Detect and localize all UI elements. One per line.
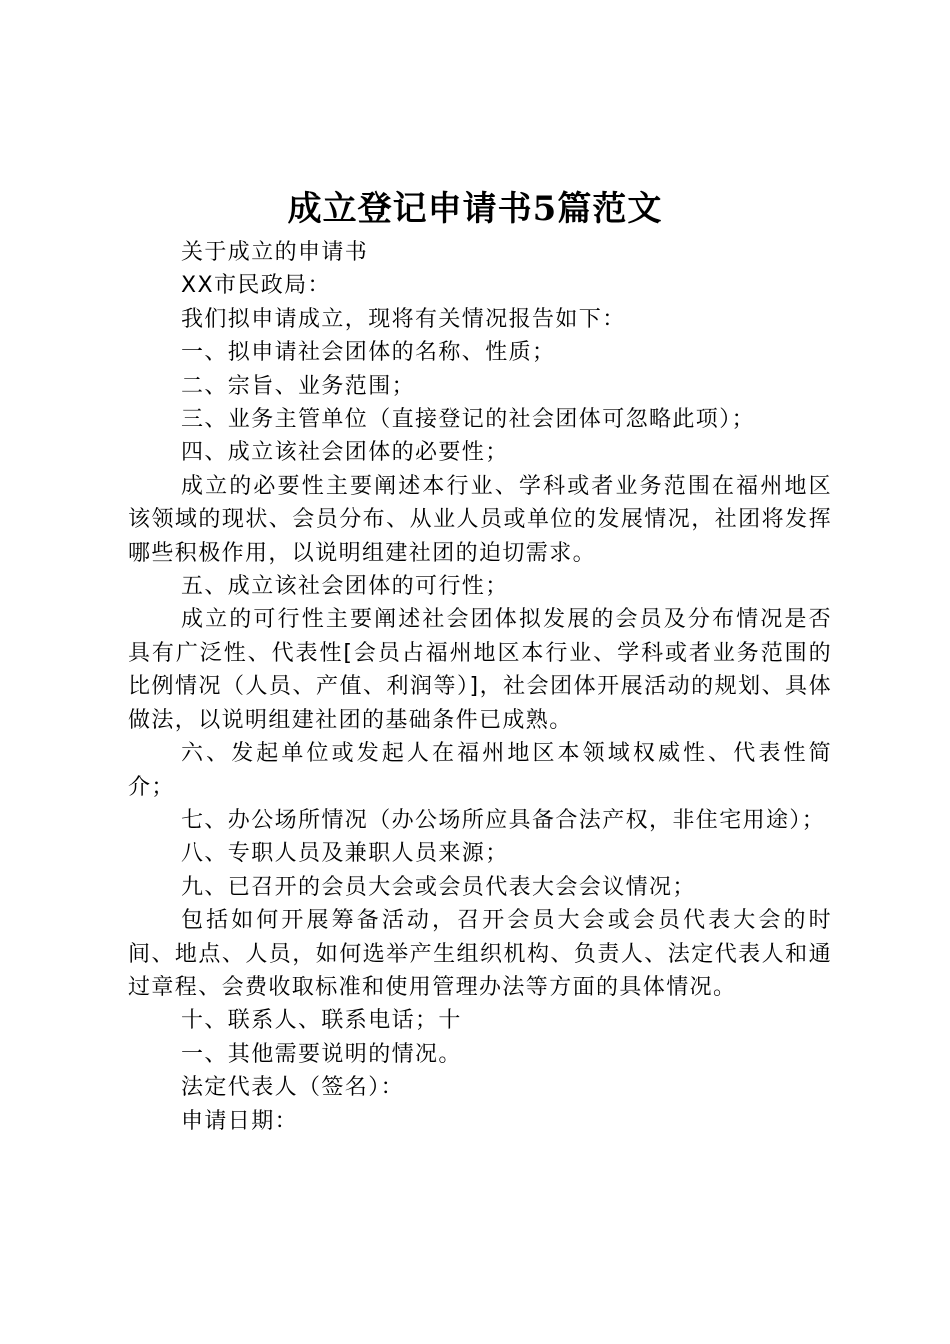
paragraph-recipient: XX市民政局： bbox=[181, 273, 331, 299]
paragraph-item-8: 八、专职人员及兼职人员来源； bbox=[181, 841, 509, 867]
paragraph-item-4: 四、成立该社会团体的必要性； bbox=[181, 440, 509, 466]
document-title: 成立登记申请书5篇范文 bbox=[287, 189, 663, 229]
paragraph-item-7: 七、办公场所情况（办公场所应具备合法产权，非住宅用途）； bbox=[181, 807, 826, 833]
paragraph-meeting-detail: 包括如何开展筹备活动，召开会员大会或会员代表大会的时间、地点、人员，如何选举产生组织机构、负责人、法定代表人和通过章程、会费收取标准和使用管理办法等方面的具体情况。 bbox=[128, 908, 832, 1000]
paragraph-necessity-detail: 成立的必要性主要阐述本行业、学科或者业务范围在福州地区该领域的现状、会员分布、从业人员或单位的发展情况，社团将发挥哪些积极作用，以说明组建社团的迫切需求。 bbox=[128, 473, 832, 566]
paragraph-item-2: 二、宗旨、业务范围； bbox=[181, 373, 416, 399]
paragraph-item-1: 一、拟申请社会团体的名称、性质； bbox=[181, 340, 556, 366]
paragraph-item-5: 五、成立该社会团体的可行性； bbox=[181, 574, 509, 600]
paragraph-item-3: 三、业务主管单位（直接登记的社会团体可忽略此项）； bbox=[181, 407, 756, 433]
paragraph-heading: 关于成立的申请书 bbox=[181, 240, 369, 265]
paragraph-feasibility-detail: 成立的可行性主要阐述社会团体拟发展的会员及分布情况是否具有广泛性、代表性[会员占福州地区本行业、学科或者业务范围的比例情况（人员、产值、利润等）]，社会团体开展活动的规划、具体做法，以说明组建社团的基础条件已成熟。 bbox=[128, 607, 832, 733]
paragraph-signature: 法定代表人（签名）： bbox=[181, 1075, 405, 1101]
paragraph-date: 申请日期： bbox=[181, 1108, 299, 1134]
paragraph-item-10: 十、联系人、联系电话；十 bbox=[181, 1008, 462, 1034]
paragraph-item-9: 九、已召开的会员大会或会员代表大会会议情况； bbox=[181, 874, 696, 900]
paragraph-intro: 我们拟申请成立，现将有关情况报告如下： bbox=[181, 306, 626, 332]
paragraph-item-11: 一、其他需要说明的情况。 bbox=[181, 1041, 462, 1067]
document-body bbox=[128, 236, 832, 1138]
paragraph-item-6: 六、发起单位或发起人在福州地区本领域权威性、代表性简介； bbox=[128, 741, 832, 800]
